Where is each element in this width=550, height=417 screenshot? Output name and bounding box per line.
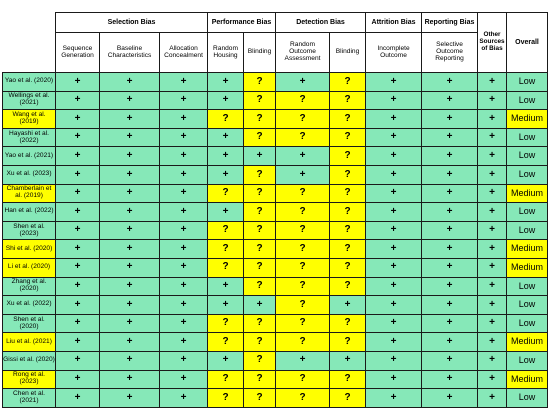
low-risk-cell: + — [160, 333, 208, 352]
low-risk-cell: + — [366, 91, 422, 110]
low-risk-cell: + — [366, 277, 422, 296]
low-risk-cell: + — [56, 258, 100, 277]
low-risk-cell: + — [366, 165, 422, 184]
table-row — [3, 240, 548, 259]
low-risk-cell: + — [100, 110, 160, 129]
low-risk-cell: + — [478, 203, 507, 222]
table-row — [3, 333, 548, 352]
low-risk-cell: + — [366, 221, 422, 240]
low-risk-cell: + — [56, 296, 100, 315]
low-risk-cell: + — [208, 147, 244, 166]
low-risk-cell: + — [100, 184, 160, 203]
unclear-risk-cell: ? — [244, 184, 276, 203]
study-name: Liu et al. (2021) — [3, 333, 56, 352]
unclear-risk-cell: ? — [330, 91, 366, 110]
low-risk-cell: + — [478, 314, 507, 333]
low-risk-cell: + — [422, 221, 478, 240]
low-risk-cell: + — [160, 184, 208, 203]
overall-rating: Medium — [507, 184, 548, 203]
low-risk-cell: + — [366, 73, 422, 92]
low-risk-cell: + — [100, 296, 160, 315]
low-risk-cell: + — [160, 91, 208, 110]
unclear-risk-cell: ? — [276, 258, 330, 277]
group-detection-bias: Detection Bias — [276, 13, 366, 33]
unclear-risk-cell: ? — [244, 128, 276, 147]
col-random-outcome-assessment: Random Outcome Assessment — [276, 33, 330, 73]
table-row — [3, 73, 548, 92]
unclear-risk-cell: ? — [208, 389, 244, 408]
low-risk-cell: + — [422, 165, 478, 184]
low-risk-cell: + — [56, 184, 100, 203]
low-risk-cell: + — [422, 240, 478, 259]
unclear-risk-cell: ? — [244, 389, 276, 408]
unclear-risk-cell: ? — [330, 128, 366, 147]
low-risk-cell: + — [160, 73, 208, 92]
low-risk-cell: + — [366, 184, 422, 203]
col-performance-blinding: Blinding — [244, 33, 276, 73]
unclear-risk-cell: ? — [330, 277, 366, 296]
table-row — [3, 258, 548, 277]
low-risk-cell: + — [100, 165, 160, 184]
low-risk-cell: + — [422, 147, 478, 166]
unclear-risk-cell: ? — [244, 370, 276, 389]
low-risk-cell: + — [366, 370, 422, 389]
low-risk-cell: + — [56, 91, 100, 110]
low-risk-cell: + — [422, 351, 478, 370]
low-risk-cell: + — [330, 296, 366, 315]
overall-rating: Low — [507, 221, 548, 240]
table-row — [3, 184, 548, 203]
study-name: Chamberlain et al. (2019) — [3, 184, 56, 203]
overall-rating: Medium — [507, 370, 548, 389]
overall-rating: Low — [507, 296, 548, 315]
low-risk-cell: + — [478, 91, 507, 110]
low-risk-cell: + — [100, 147, 160, 166]
low-risk-cell: + — [100, 314, 160, 333]
low-risk-cell: + — [366, 296, 422, 315]
low-risk-cell: + — [160, 351, 208, 370]
low-risk-cell: + — [366, 128, 422, 147]
study-name: Chen et al. (2021) — [3, 389, 56, 408]
overall-rating: Low — [507, 128, 548, 147]
low-risk-cell: + — [56, 240, 100, 259]
unclear-risk-cell: ? — [208, 184, 244, 203]
col-allocation-concealment: Allocation Concealment — [160, 33, 208, 73]
low-risk-cell: + — [56, 203, 100, 222]
unclear-risk-cell: ? — [276, 314, 330, 333]
low-risk-cell: + — [422, 91, 478, 110]
overall-rating: Medium — [507, 240, 548, 259]
table-row — [3, 165, 548, 184]
low-risk-cell: + — [100, 351, 160, 370]
table-row — [3, 296, 548, 315]
low-risk-cell: + — [160, 203, 208, 222]
low-risk-cell: + — [276, 351, 330, 370]
study-name: Gissi et al. (2020) — [3, 351, 56, 370]
low-risk-cell: + — [422, 184, 478, 203]
low-risk-cell: + — [478, 240, 507, 259]
group-selection-bias: Selection Bias — [56, 13, 208, 33]
overall-rating: Low — [507, 277, 548, 296]
low-risk-cell: + — [366, 314, 422, 333]
low-risk-cell: + — [56, 128, 100, 147]
table-row — [3, 314, 548, 333]
unclear-risk-cell: ? — [330, 333, 366, 352]
unclear-risk-cell: ? — [208, 240, 244, 259]
unclear-risk-cell: ? — [330, 110, 366, 129]
low-risk-cell: + — [56, 165, 100, 184]
low-risk-cell: + — [208, 203, 244, 222]
unclear-risk-cell: ? — [208, 314, 244, 333]
low-risk-cell: + — [160, 110, 208, 129]
col-selective-outcome-reporting: Selective Outcome Reporting — [422, 33, 478, 73]
low-risk-cell: + — [244, 147, 276, 166]
low-risk-cell: + — [100, 389, 160, 408]
low-risk-cell: + — [422, 314, 478, 333]
low-risk-cell: + — [478, 333, 507, 352]
low-risk-cell: + — [56, 277, 100, 296]
study-name: Li et al. (2020) — [3, 258, 56, 277]
low-risk-cell: + — [208, 73, 244, 92]
unclear-risk-cell: ? — [276, 91, 330, 110]
low-risk-cell: + — [100, 128, 160, 147]
unclear-risk-cell: ? — [244, 314, 276, 333]
low-risk-cell: + — [100, 221, 160, 240]
unclear-risk-cell: ? — [244, 333, 276, 352]
unclear-risk-cell: ? — [244, 203, 276, 222]
low-risk-cell: + — [366, 389, 422, 408]
low-risk-cell: + — [422, 370, 478, 389]
col-random-housing: Random Housing — [208, 33, 244, 73]
unclear-risk-cell: ? — [276, 370, 330, 389]
low-risk-cell: + — [244, 296, 276, 315]
unclear-risk-cell: ? — [276, 203, 330, 222]
col-sequence-generation: Sequence Generation — [56, 33, 100, 73]
unclear-risk-cell: ? — [208, 370, 244, 389]
group-attrition-bias: Attrition Bias — [366, 13, 422, 33]
header-corner — [3, 13, 56, 73]
unclear-risk-cell: ? — [276, 184, 330, 203]
low-risk-cell: + — [160, 147, 208, 166]
risk-of-bias-table — [2, 12, 548, 408]
low-risk-cell: + — [56, 73, 100, 92]
low-risk-cell: + — [366, 351, 422, 370]
low-risk-cell: + — [478, 184, 507, 203]
low-risk-cell: + — [422, 73, 478, 92]
low-risk-cell: + — [100, 333, 160, 352]
low-risk-cell: + — [422, 128, 478, 147]
unclear-risk-cell: ? — [330, 73, 366, 92]
table-row — [3, 128, 548, 147]
low-risk-cell: + — [478, 370, 507, 389]
unclear-risk-cell: ? — [330, 165, 366, 184]
low-risk-cell: + — [366, 147, 422, 166]
low-risk-cell: + — [100, 91, 160, 110]
low-risk-cell: + — [208, 165, 244, 184]
low-risk-cell: + — [100, 277, 160, 296]
low-risk-cell: + — [422, 258, 478, 277]
low-risk-cell: + — [160, 128, 208, 147]
study-name: Xu et al. (2023) — [3, 165, 56, 184]
unclear-risk-cell: ? — [244, 110, 276, 129]
unclear-risk-cell: ? — [244, 73, 276, 92]
overall-rating: Medium — [507, 258, 548, 277]
study-name: Shi et al. (2020) — [3, 240, 56, 259]
unclear-risk-cell: ? — [276, 296, 330, 315]
low-risk-cell: + — [208, 277, 244, 296]
unclear-risk-cell: ? — [330, 221, 366, 240]
study-name: Shen et al. (2020) — [3, 314, 56, 333]
low-risk-cell: + — [160, 389, 208, 408]
low-risk-cell: + — [478, 389, 507, 408]
low-risk-cell: + — [160, 258, 208, 277]
low-risk-cell: + — [478, 296, 507, 315]
unclear-risk-cell: ? — [330, 240, 366, 259]
unclear-risk-cell: ? — [244, 351, 276, 370]
unclear-risk-cell: ? — [276, 110, 330, 129]
table-body — [3, 73, 548, 408]
study-name: Wang et al. (2019) — [3, 110, 56, 129]
low-risk-cell: + — [478, 128, 507, 147]
table-row — [3, 203, 548, 222]
low-risk-cell: + — [56, 147, 100, 166]
col-detection-blinding: Blinding — [330, 33, 366, 73]
overall-rating: Low — [507, 73, 548, 92]
col-baseline-characteristics: Baseline Characteristics — [100, 33, 160, 73]
overall-rating: Low — [507, 351, 548, 370]
low-risk-cell: + — [56, 333, 100, 352]
table-row — [3, 91, 548, 110]
low-risk-cell: + — [366, 333, 422, 352]
col-overall: Overall — [507, 13, 548, 73]
low-risk-cell: + — [422, 203, 478, 222]
table-row — [3, 110, 548, 129]
low-risk-cell: + — [208, 351, 244, 370]
overall-rating: Medium — [507, 333, 548, 352]
low-risk-cell: + — [100, 258, 160, 277]
col-incomplete-outcome: Incomplete Outcome — [366, 33, 422, 73]
low-risk-cell: + — [478, 165, 507, 184]
study-name: Wellings et al. (2021) — [3, 91, 56, 110]
low-risk-cell: + — [160, 370, 208, 389]
study-name: Shen et al. (2023) — [3, 221, 56, 240]
low-risk-cell: + — [208, 128, 244, 147]
unclear-risk-cell: ? — [276, 389, 330, 408]
low-risk-cell: + — [478, 73, 507, 92]
study-name: Yao et al. (2020) — [3, 73, 56, 92]
low-risk-cell: + — [160, 296, 208, 315]
unclear-risk-cell: ? — [208, 258, 244, 277]
unclear-risk-cell: ? — [330, 258, 366, 277]
unclear-risk-cell: ? — [276, 221, 330, 240]
overall-rating: Low — [507, 203, 548, 222]
unclear-risk-cell: ? — [244, 277, 276, 296]
overall-rating: Medium — [507, 110, 548, 129]
low-risk-cell: + — [100, 370, 160, 389]
table-row — [3, 389, 548, 408]
overall-rating: Low — [507, 314, 548, 333]
low-risk-cell: + — [208, 296, 244, 315]
low-risk-cell: + — [478, 221, 507, 240]
unclear-risk-cell: ? — [276, 240, 330, 259]
low-risk-cell: + — [330, 351, 366, 370]
unclear-risk-cell: ? — [330, 370, 366, 389]
low-risk-cell: + — [100, 203, 160, 222]
study-name: Rong et al. (2023) — [3, 370, 56, 389]
study-name: Zhang et al. (2020) — [3, 277, 56, 296]
low-risk-cell: + — [478, 351, 507, 370]
overall-rating: Low — [507, 165, 548, 184]
low-risk-cell: + — [422, 296, 478, 315]
unclear-risk-cell: ? — [276, 277, 330, 296]
low-risk-cell: + — [478, 277, 507, 296]
table-row — [3, 277, 548, 296]
study-name: Xu et al. (2022) — [3, 296, 56, 315]
header-subcolumn-row — [3, 33, 548, 73]
header-group-row — [3, 13, 548, 33]
unclear-risk-cell: ? — [330, 184, 366, 203]
low-risk-cell: + — [56, 110, 100, 129]
overall-rating: Low — [507, 147, 548, 166]
unclear-risk-cell: ? — [330, 314, 366, 333]
low-risk-cell: + — [160, 277, 208, 296]
group-performance-bias: Performance Bias — [208, 13, 276, 33]
low-risk-cell: + — [366, 203, 422, 222]
low-risk-cell: + — [478, 147, 507, 166]
low-risk-cell: + — [56, 389, 100, 408]
low-risk-cell: + — [366, 240, 422, 259]
low-risk-cell: + — [422, 333, 478, 352]
unclear-risk-cell: ? — [244, 240, 276, 259]
overall-rating: Low — [507, 91, 548, 110]
unclear-risk-cell: ? — [244, 165, 276, 184]
low-risk-cell: + — [478, 258, 507, 277]
study-name: Hayashi et al. (2022) — [3, 128, 56, 147]
low-risk-cell: + — [276, 147, 330, 166]
group-reporting-bias: Reporting Bias — [422, 13, 478, 33]
unclear-risk-cell: ? — [244, 91, 276, 110]
col-other-sources: Other Sources of Bias — [478, 13, 507, 73]
low-risk-cell: + — [208, 91, 244, 110]
low-risk-cell: + — [160, 240, 208, 259]
low-risk-cell: + — [160, 314, 208, 333]
low-risk-cell: + — [56, 351, 100, 370]
low-risk-cell: + — [422, 110, 478, 129]
unclear-risk-cell: ? — [330, 147, 366, 166]
low-risk-cell: + — [160, 221, 208, 240]
low-risk-cell: + — [56, 314, 100, 333]
table-row — [3, 147, 548, 166]
unclear-risk-cell: ? — [330, 203, 366, 222]
low-risk-cell: + — [160, 165, 208, 184]
low-risk-cell: + — [276, 165, 330, 184]
unclear-risk-cell: ? — [330, 389, 366, 408]
low-risk-cell: + — [478, 110, 507, 129]
unclear-risk-cell: ? — [244, 258, 276, 277]
unclear-risk-cell: ? — [276, 333, 330, 352]
table-row — [3, 221, 548, 240]
study-name: Yao et al. (2021) — [3, 147, 56, 166]
study-name: Han et al. (2022) — [3, 203, 56, 222]
table-row — [3, 351, 548, 370]
unclear-risk-cell: ? — [208, 333, 244, 352]
low-risk-cell: + — [422, 277, 478, 296]
unclear-risk-cell: ? — [276, 128, 330, 147]
low-risk-cell: + — [100, 73, 160, 92]
table-row — [3, 370, 548, 389]
low-risk-cell: + — [366, 110, 422, 129]
unclear-risk-cell: ? — [208, 110, 244, 129]
low-risk-cell: + — [422, 389, 478, 408]
low-risk-cell: + — [100, 240, 160, 259]
low-risk-cell: + — [56, 370, 100, 389]
low-risk-cell: + — [56, 221, 100, 240]
overall-rating: Low — [507, 389, 548, 408]
low-risk-cell: + — [366, 258, 422, 277]
low-risk-cell: + — [276, 73, 330, 92]
unclear-risk-cell: ? — [244, 221, 276, 240]
unclear-risk-cell: ? — [208, 221, 244, 240]
